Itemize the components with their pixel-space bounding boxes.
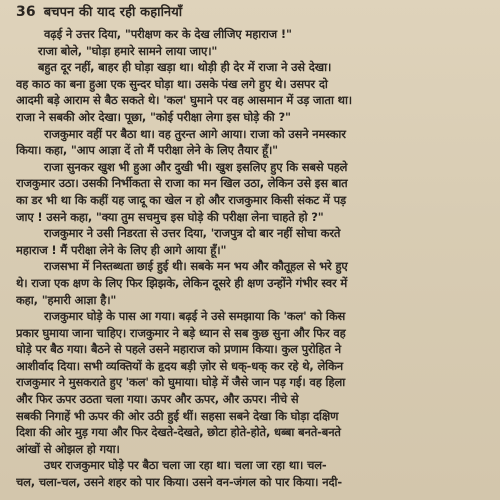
text-line: राजा बोले, "घोड़ा हमारे सामने लाया जाए।" xyxy=(38,43,218,58)
text-line: राजकुमार उठा। उसकी निर्भीकता से राजा का मन खिल उठा, लेकिन उसे इस बात xyxy=(16,176,348,191)
running-title: बचपन की याद रही कहानियाँ xyxy=(43,5,183,20)
text-line: वढ़ई ने उत्तर दिया, "परीक्षण कर के देख लीजिए महाराज !" xyxy=(44,27,292,41)
text-line: चल, चला-चल, उसने शहर को पार किया। उसने वन-जंगल को पार किया। नदी- xyxy=(16,475,343,490)
text-line: बहुत दूर नहीं, बाहर ही घोड़ा खड़ा था। थोड़ी ही देर में राजा ने उसे देखा। xyxy=(38,60,332,75)
text-line: राजकुमार ने मुसकराते हुए 'कल' को घुमाया। घोड़े में जैसे जान पड़ गई। वह हिला xyxy=(16,375,346,390)
text-line: जाए ! उसने कहा, "क्या तुम सचमुच इस घोड़े की परीक्षा लेना चाहते हो ?" xyxy=(16,209,324,224)
text-line: और फिर ऊपर उठता चला गया। ऊपर और ऊपर, और ऊपर। नीचे से xyxy=(16,392,299,407)
text-line: राजा सुनकर खुश भी हुआ और दुखी भी। खुश इसलिए हुए कि सबसे पहले xyxy=(44,159,348,174)
text-line: सबकी निगाहें भी ऊपर की ओर उठी हुई थीं। सहसा सबने देखा कि घोड़ा दक्षिण xyxy=(16,408,339,423)
text-line: वह काठ का बना हुआ एक सुन्दर घोड़ा था। उसके पंख लगे हुए थे। उसपर दो xyxy=(16,76,328,91)
text-line: घोड़े पर बैठ गया। बैठने से पहले उसने महाराज को प्रणाम किया। कुल पुरोहित ने xyxy=(16,342,341,357)
page-body xyxy=(16,26,500,500)
text-line: किया। कहा, "आप आज्ञा दें तो मैं परीक्षा लेने के लिए तैयार हूँ।" xyxy=(16,143,278,158)
text-line: कहा, "हमारी आज्ञा है।" xyxy=(16,292,117,307)
text-line: उधर राजकुमार घोड़े पर बैठा चला जा रहा था। चला जा रहा था। चल- xyxy=(44,458,327,473)
text-line: आशीर्वाद दिया। सभी व्यक्तियों के हृदय बड़ी ज़ोर से धक्-धक् कर रहे थे, लेकिन xyxy=(16,358,344,373)
text-line: दिशा की ओर मुड़ गया और फिर देखते-देखते, छोटा होते-होते, धब्बा बनते-बनते xyxy=(16,425,341,440)
text-line: राजसभा में निस्तब्धता छाई हुई थी। सबके मन भय और कौतूहल से भरे हुए xyxy=(44,259,348,274)
text-line: प्रकार घुमाया जाना चाहिए। राजकुमार ने बड़े ध्यान से सब कुछ सुना और फिर वह xyxy=(16,325,346,340)
text-line: आंखों से ओझल हो गया। xyxy=(16,441,120,456)
text-line: राजा ने सबकी ओर देखा। पूछा, "कोई परीक्षा लेगा इस घोड़े की ?" xyxy=(16,109,291,124)
text-line: राजकुमार ने उसी निडरता से उत्तर दिया, 'राजपुत्र दो बार नहीं सोचा करते xyxy=(44,226,341,241)
text-line: महाराज ! मैं परीक्षा लेने के लिए ही आगे आया हूँ।" xyxy=(16,242,227,257)
text-line: राजकुमार वहीं पर बैठा था। वह तुरन्त आगे आया। राजा को उसने नमस्कार xyxy=(44,126,346,141)
page-number: 36 xyxy=(16,4,36,20)
text-line: राजकुमार घोड़े के पास आ गया। बढ़ई ने उसे समझाया कि 'कल' को किस xyxy=(44,309,346,324)
text-line: का डर भी था कि कहीं यह जादू का खेल न हो और राजकुमार किसी संकट में पड़ xyxy=(16,192,346,207)
text-line: थे। राजा एक क्षण के लिए फिर झिझके, लेकिन दूसरे ही क्षण उन्होंने गंभीर स्वर में xyxy=(16,275,348,290)
page-header xyxy=(16,2,486,24)
text-line: आदमी बड़े आराम से बैठ सकते थे। 'कल' घुमाने पर वह आसमान में उड़ जाता था। xyxy=(16,93,353,108)
